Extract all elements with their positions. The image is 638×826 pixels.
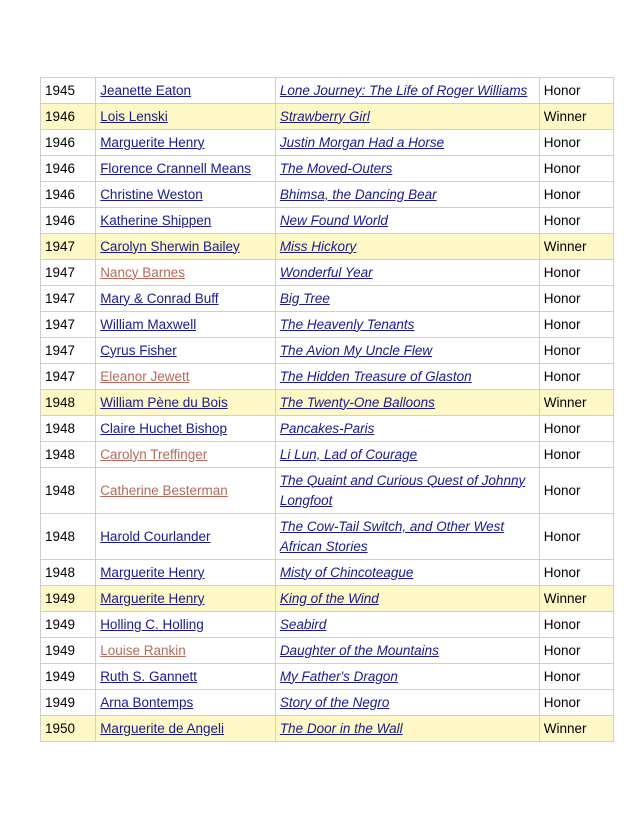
author-link[interactable]: William Pène du Bois	[100, 394, 228, 410]
table-row	[41, 364, 614, 390]
award-cell: Winner	[539, 390, 613, 416]
table-row	[41, 664, 614, 690]
book-title-link[interactable]: The Cow-Tail Switch, and Other West African Stories	[279, 518, 505, 554]
year-cell: 1950	[41, 716, 96, 742]
table-row	[41, 104, 614, 130]
award-cell: Honor	[539, 130, 613, 156]
table-row	[41, 156, 614, 182]
title-cell	[275, 104, 539, 130]
author-cell	[96, 612, 276, 638]
table-row	[41, 338, 614, 364]
book-title-link[interactable]: Big Tree	[279, 290, 330, 306]
award-cell: Honor	[539, 416, 613, 442]
author-link[interactable]: Louise Rankin	[100, 642, 186, 658]
author-cell	[96, 338, 276, 364]
author-link[interactable]: Arna Bontemps	[100, 694, 194, 710]
book-title-link[interactable]: Lone Journey: The Life of Roger Williams	[279, 82, 528, 98]
author-link[interactable]: Ruth S. Gannett	[100, 668, 197, 684]
title-cell	[275, 364, 539, 390]
book-title-link[interactable]: The Moved-Outers	[279, 160, 393, 176]
year-cell: 1949	[41, 664, 96, 690]
author-link[interactable]: Jeanette Eaton	[100, 82, 192, 98]
table-row	[41, 560, 614, 586]
author-link[interactable]: Marguerite Henry	[100, 590, 205, 606]
table-row	[41, 390, 614, 416]
author-link[interactable]: Lois Lenski	[100, 108, 168, 124]
table-row	[41, 208, 614, 234]
title-cell	[275, 442, 539, 468]
table-row	[41, 260, 614, 286]
year-cell: 1947	[41, 364, 96, 390]
book-title-link[interactable]: Justin Morgan Had a Horse	[279, 134, 445, 150]
author-link[interactable]: William Maxwell	[100, 316, 197, 332]
author-cell	[96, 690, 276, 716]
title-cell	[275, 586, 539, 612]
year-cell: 1948	[41, 390, 96, 416]
author-cell	[96, 156, 276, 182]
author-cell	[96, 312, 276, 338]
title-cell	[275, 514, 539, 560]
award-cell: Honor	[539, 442, 613, 468]
award-cell: Honor	[539, 514, 613, 560]
title-cell	[275, 690, 539, 716]
award-cell: Honor	[539, 664, 613, 690]
table-row	[41, 468, 614, 514]
award-cell: Honor	[539, 364, 613, 390]
table-body	[41, 78, 614, 742]
year-cell: 1949	[41, 612, 96, 638]
title-cell	[275, 638, 539, 664]
award-cell: Honor	[539, 468, 613, 514]
title-cell	[275, 612, 539, 638]
title-cell	[275, 338, 539, 364]
table-row	[41, 612, 614, 638]
year-cell: 1946	[41, 182, 96, 208]
year-cell: 1946	[41, 208, 96, 234]
award-cell: Honor	[539, 312, 613, 338]
author-link[interactable]: Carolyn Treffinger	[100, 446, 208, 462]
book-title-link[interactable]: King of the Wind	[279, 590, 379, 606]
author-cell	[96, 364, 276, 390]
author-link[interactable]: Katherine Shippen	[100, 212, 212, 228]
book-title-link[interactable]: Story of the Negro	[279, 694, 390, 710]
year-cell: 1947	[41, 286, 96, 312]
award-cell: Winner	[539, 234, 613, 260]
author-link[interactable]: Holling C. Holling	[100, 616, 204, 632]
award-cell: Honor	[539, 338, 613, 364]
year-cell: 1946	[41, 156, 96, 182]
title-cell	[275, 312, 539, 338]
author-link[interactable]: Carolyn Sherwin Bailey	[100, 238, 240, 254]
title-cell	[275, 156, 539, 182]
award-cell: Winner	[539, 104, 613, 130]
table-row	[41, 514, 614, 560]
author-cell	[96, 560, 276, 586]
title-cell	[275, 130, 539, 156]
year-cell: 1948	[41, 468, 96, 514]
year-cell: 1949	[41, 638, 96, 664]
book-title-link[interactable]: Pancakes-Paris	[279, 420, 375, 436]
award-cell: Winner	[539, 586, 613, 612]
title-cell	[275, 78, 539, 104]
newbery-awards-table	[40, 77, 614, 742]
year-cell: 1947	[41, 234, 96, 260]
author-link[interactable]: Marguerite Henry	[100, 564, 205, 580]
book-title-link[interactable]: Li Lun, Lad of Courage	[279, 446, 418, 462]
title-cell	[275, 664, 539, 690]
table-row	[41, 690, 614, 716]
year-cell: 1948	[41, 416, 96, 442]
award-cell: Honor	[539, 638, 613, 664]
author-link[interactable]: Mary & Conrad Buff	[100, 290, 219, 306]
title-cell	[275, 234, 539, 260]
book-title-link[interactable]: The Quaint and Curious Quest of Johnny Longfoot	[279, 472, 526, 508]
book-title-link[interactable]: Strawberry Girl	[279, 108, 370, 124]
author-cell	[96, 716, 276, 742]
author-link[interactable]: Harold Courlander	[100, 528, 211, 544]
title-cell	[275, 260, 539, 286]
book-title-link[interactable]: Seabird	[279, 616, 327, 632]
book-title-link[interactable]: The Twenty-One Balloons	[279, 394, 435, 410]
award-cell: Honor	[539, 260, 613, 286]
title-cell	[275, 560, 539, 586]
title-cell	[275, 182, 539, 208]
table-row	[41, 416, 614, 442]
title-cell	[275, 286, 539, 312]
author-cell	[96, 182, 276, 208]
year-cell: 1946	[41, 104, 96, 130]
award-cell: Honor	[539, 560, 613, 586]
author-cell	[96, 586, 276, 612]
author-cell	[96, 260, 276, 286]
title-cell	[275, 716, 539, 742]
table-row	[41, 442, 614, 468]
author-link[interactable]: Florence Crannell Means	[100, 160, 252, 176]
author-link[interactable]: Christine Weston	[100, 186, 203, 202]
book-title-link[interactable]: Bhimsa, the Dancing Bear	[279, 186, 437, 202]
author-link[interactable]: Claire Huchet Bishop	[100, 420, 228, 436]
author-cell	[96, 78, 276, 104]
table-row	[41, 638, 614, 664]
author-cell	[96, 104, 276, 130]
author-link[interactable]: Eleanor Jewett	[100, 368, 190, 384]
book-title-link[interactable]: My Father's Dragon	[279, 668, 398, 684]
year-cell: 1945	[41, 78, 96, 104]
year-cell: 1947	[41, 260, 96, 286]
year-cell: 1949	[41, 690, 96, 716]
author-cell	[96, 442, 276, 468]
book-title-link[interactable]: Daughter of the Mountains	[279, 642, 439, 658]
author-cell	[96, 286, 276, 312]
award-cell: Honor	[539, 612, 613, 638]
book-title-link[interactable]: Miss Hickory	[279, 238, 357, 254]
author-link[interactable]: Marguerite Henry	[100, 134, 205, 150]
book-title-link[interactable]: Wonderful Year	[279, 264, 373, 280]
table-row	[41, 130, 614, 156]
author-link[interactable]: Catherine Besterman	[100, 482, 228, 498]
book-title-link[interactable]: The Heavenly Tenants	[279, 316, 415, 332]
title-cell	[275, 468, 539, 514]
author-cell	[96, 638, 276, 664]
year-cell: 1946	[41, 130, 96, 156]
table-row	[41, 716, 614, 742]
year-cell: 1949	[41, 586, 96, 612]
book-title-link[interactable]: New Found World	[279, 212, 388, 228]
award-cell: Honor	[539, 78, 613, 104]
author-link[interactable]: Marguerite de Angeli	[100, 720, 225, 736]
award-cell: Honor	[539, 286, 613, 312]
award-cell: Honor	[539, 182, 613, 208]
author-link[interactable]: Cyrus Fisher	[100, 342, 177, 358]
table-row	[41, 78, 614, 104]
table-row	[41, 234, 614, 260]
author-cell	[96, 208, 276, 234]
book-title-link[interactable]: The Avion My Uncle Flew	[279, 342, 433, 358]
book-title-link[interactable]: The Door in the Wall	[279, 720, 403, 736]
book-title-link[interactable]: The Hidden Treasure of Glaston	[279, 368, 472, 384]
year-cell: 1948	[41, 514, 96, 560]
award-cell: Honor	[539, 156, 613, 182]
author-cell	[96, 234, 276, 260]
table-row	[41, 586, 614, 612]
author-cell	[96, 390, 276, 416]
award-cell: Honor	[539, 690, 613, 716]
year-cell: 1948	[41, 560, 96, 586]
table-row	[41, 312, 614, 338]
year-cell: 1948	[41, 442, 96, 468]
author-cell	[96, 468, 276, 514]
book-title-link[interactable]: Misty of Chincoteague	[279, 564, 414, 580]
table-row	[41, 182, 614, 208]
award-cell: Winner	[539, 716, 613, 742]
author-cell	[96, 514, 276, 560]
author-cell	[96, 130, 276, 156]
title-cell	[275, 208, 539, 234]
author-cell	[96, 664, 276, 690]
author-link[interactable]: Nancy Barnes	[100, 264, 185, 280]
year-cell: 1947	[41, 312, 96, 338]
table-row	[41, 286, 614, 312]
year-cell: 1947	[41, 338, 96, 364]
title-cell	[275, 390, 539, 416]
title-cell	[275, 416, 539, 442]
author-cell	[96, 416, 276, 442]
award-cell: Honor	[539, 208, 613, 234]
